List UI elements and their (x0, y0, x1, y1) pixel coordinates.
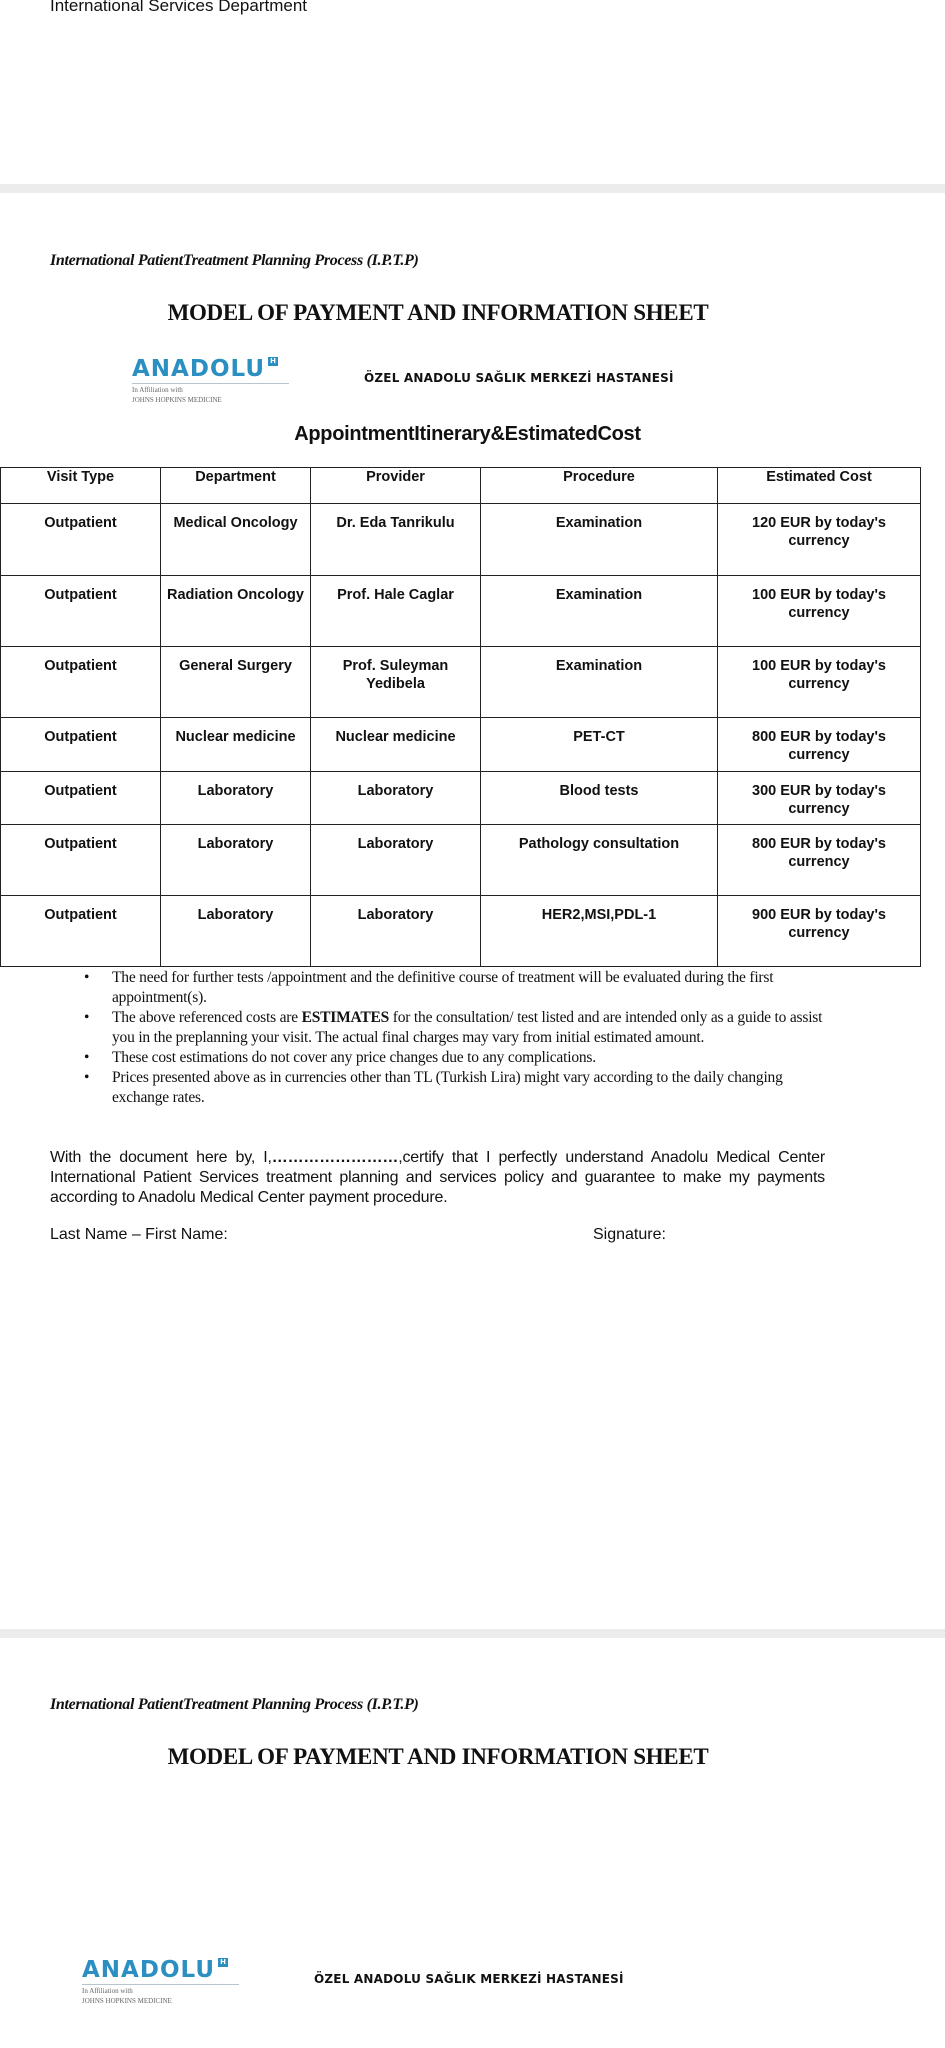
note-text: The above referenced costs are (112, 1009, 302, 1026)
cell-provider: Prof. Suleyman Yedibela (311, 647, 481, 718)
table-row (1, 718, 921, 772)
cell-visit-type: Outpatient (1, 647, 161, 718)
cell-department: Laboratory (161, 772, 311, 825)
sheet-title: MODEL OF PAYMENT AND INFORMATION SHEET (167, 300, 709, 325)
cell-estimated-cost: 120 EUR by today's currency (718, 504, 921, 576)
logo-affiliation-line1: In Affiliation with (82, 1987, 133, 1995)
note-item (84, 1048, 824, 1068)
hospital-h-icon: H (268, 357, 278, 366)
cell-provider: Laboratory (311, 896, 481, 967)
anadolu-logo (132, 357, 302, 404)
table-row (1, 504, 921, 576)
anadolu-logo (82, 1958, 252, 2005)
cell-visit-type: Outpatient (1, 504, 161, 576)
cell-department: Radiation Oncology (161, 576, 311, 647)
cell-procedure: HER2,MSI,PDL-1 (481, 896, 718, 967)
name-blank-field[interactable]: …………………… (271, 1149, 399, 1166)
note-text-continued: for the consultation/ test listed and are intended only as a guide to assist you in the preplanning your visit. The actual final charges may vary from initial estimated amount. (112, 1009, 823, 1046)
logo-affiliation-line2: JOHNS HOPKINS MEDICINE (82, 1997, 172, 2005)
logo-divider (132, 383, 289, 384)
name-label: Last Name – First Name: (50, 1226, 228, 1243)
hospital-name: ÖZEL ANADOLU SAĞLIK MERKEZİ HASTANESİ (364, 371, 674, 385)
cell-procedure: Blood tests (481, 772, 718, 825)
cell-estimated-cost: 900 EUR by today's currency (718, 896, 921, 967)
cell-provider: Dr. Eda Tanrikulu (311, 504, 481, 576)
cell-department: Laboratory (161, 896, 311, 967)
hospital-h-icon: H (218, 1958, 228, 1967)
note-text: Prices presented above as in currencies other than TL (Turkish Lira) might vary according to the daily changing exchange rates. (112, 1069, 783, 1106)
itinerary-table (0, 467, 921, 967)
table-row (1, 896, 921, 967)
sheet-title: MODEL OF PAYMENT AND INFORMATION SHEET (167, 1744, 709, 1769)
logo-affiliation-line2: JOHNS HOPKINS MEDICINE (132, 396, 222, 404)
cell-procedure: Pathology consultation (481, 825, 718, 896)
note-emphasis: ESTIMATES (301, 1009, 390, 1026)
iptp-subtitle: International PatientTreatment Planning Process (I.P.T.P) (50, 252, 419, 269)
bullet-icon: • (84, 969, 90, 986)
column-header-procedure: Procedure (481, 468, 718, 504)
logo-divider (82, 1984, 239, 1985)
page-separator (0, 1629, 945, 1638)
certification-text-continued: ,certify that I perfectly understand Anadolu Medical Center International Patient Services treatment planning and services policy and guarantee to make my payments according to Anadolu Medical Center payment procedure. (50, 1149, 825, 1206)
cell-provider: Laboratory (311, 825, 481, 896)
bullet-icon: • (84, 1049, 90, 1066)
cell-estimated-cost: 800 EUR by today's currency (718, 718, 921, 772)
logo-wordmark: ANADOLU (82, 1957, 216, 1983)
cell-department: Laboratory (161, 825, 311, 896)
cell-visit-type: Outpatient (1, 825, 161, 896)
column-header-department: Department (161, 468, 311, 504)
cell-procedure: Examination (481, 647, 718, 718)
bullet-icon: • (84, 1069, 90, 1086)
note-item (84, 968, 824, 1008)
table-header-row (1, 468, 921, 504)
page-separator (0, 184, 945, 193)
table-row (1, 825, 921, 896)
column-header-visit-type: Visit Type (1, 468, 161, 504)
cell-department: Nuclear medicine (161, 718, 311, 772)
notes-list (84, 968, 824, 1108)
itinerary-title: AppointmentItinerary&EstimatedCost (294, 423, 641, 445)
department-header: International Services Department (50, 0, 308, 15)
column-header-estimated-cost: Estimated Cost (718, 468, 921, 504)
note-text: These cost estimations do not cover any price changes due to any complications. (112, 1049, 596, 1066)
cell-procedure: Examination (481, 504, 718, 576)
cell-provider: Nuclear medicine (311, 718, 481, 772)
cell-provider: Prof. Hale Caglar (311, 576, 481, 647)
cell-estimated-cost: 800 EUR by today's currency (718, 825, 921, 896)
bullet-icon: • (84, 1009, 90, 1026)
note-text: The need for further tests /appointment and the definitive course of treatment will be evaluated during the first appointment(s). (112, 969, 774, 1006)
note-item (84, 1008, 824, 1048)
cell-estimated-cost: 100 EUR by today's currency (718, 576, 921, 647)
certification-text: With the document here by, I, (50, 1149, 272, 1166)
cell-visit-type: Outpatient (1, 718, 161, 772)
logo-affiliation-line1: In Affiliation with (132, 386, 183, 394)
table-row (1, 772, 921, 825)
signature-row (50, 1226, 825, 1244)
certification-statement (50, 1148, 825, 1208)
cell-visit-type: Outpatient (1, 772, 161, 825)
cell-visit-type: Outpatient (1, 896, 161, 967)
iptp-subtitle: International PatientTreatment Planning Process (I.P.T.P) (50, 1696, 419, 1713)
note-item (84, 1068, 824, 1108)
cell-provider: Laboratory (311, 772, 481, 825)
table-row (1, 576, 921, 647)
cell-department: General Surgery (161, 647, 311, 718)
column-header-provider: Provider (311, 468, 481, 504)
hospital-name: ÖZEL ANADOLU SAĞLIK MERKEZİ HASTANESİ (314, 1972, 624, 1986)
cell-department: Medical Oncology (161, 504, 311, 576)
cell-estimated-cost: 100 EUR by today's currency (718, 647, 921, 718)
table-row (1, 647, 921, 718)
cell-procedure: Examination (481, 576, 718, 647)
cell-estimated-cost: 300 EUR by today's currency (718, 772, 921, 825)
cell-visit-type: Outpatient (1, 576, 161, 647)
signature-label: Signature: (593, 1226, 666, 1243)
logo-wordmark: ANADOLU (132, 356, 266, 382)
cell-procedure: PET-CT (481, 718, 718, 772)
